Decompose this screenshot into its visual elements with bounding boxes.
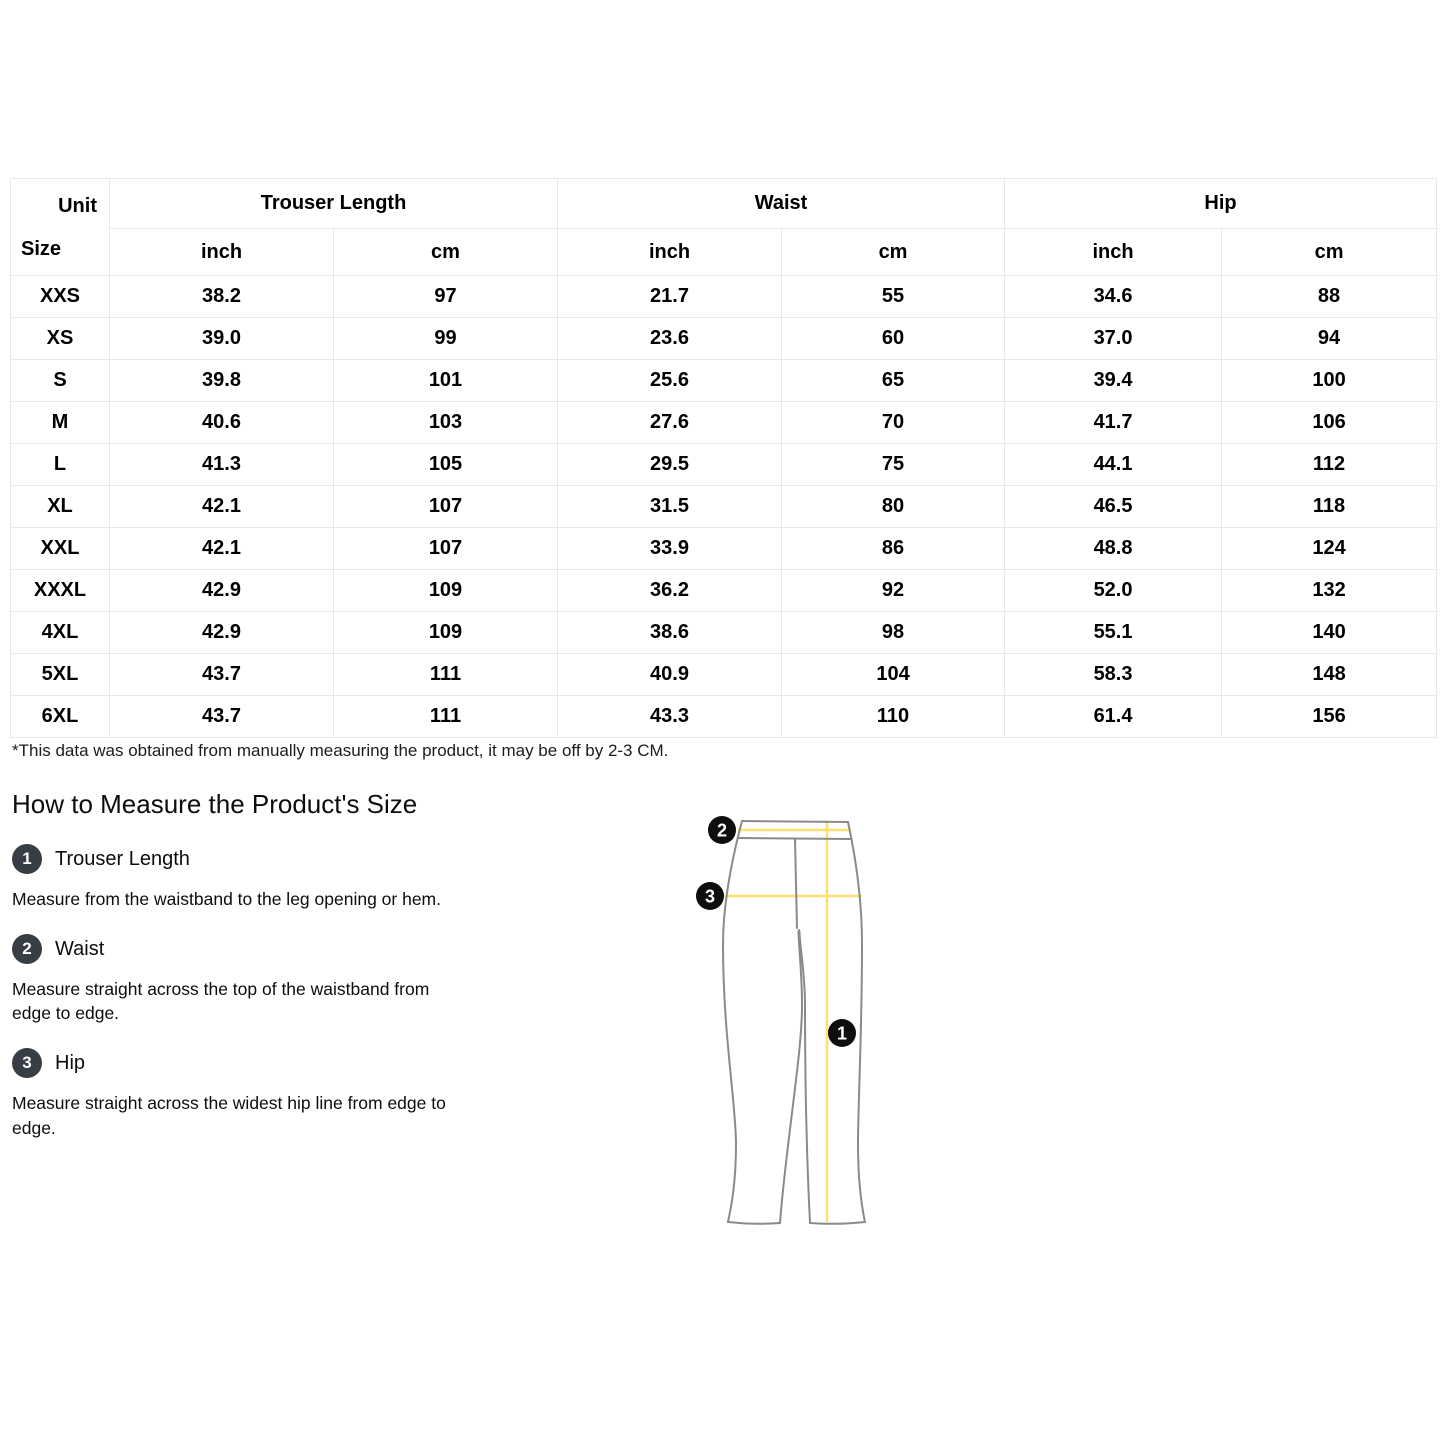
corner-unit-label: Unit	[58, 195, 97, 217]
step-1-badge: 1	[12, 844, 42, 874]
measurement-cell: 48.8	[1005, 528, 1222, 570]
measurement-cell: 148	[1222, 654, 1437, 696]
measurement-cell: 52.0	[1005, 570, 1222, 612]
table-row	[11, 486, 1437, 528]
measure-item-hip	[12, 1048, 572, 1139]
table-row	[11, 570, 1437, 612]
unit-header: inch	[558, 229, 782, 276]
measurement-cell: 58.3	[1005, 654, 1222, 696]
measurement-cell: 105	[334, 444, 558, 486]
table-row	[11, 612, 1437, 654]
measurement-cell: 111	[334, 696, 558, 738]
measurement-cell: 60	[782, 318, 1005, 360]
measure-item-trouser-length	[12, 844, 572, 911]
size-label-cell: 5XL	[11, 654, 110, 696]
left-outer-seam	[723, 821, 742, 1222]
measurement-cell: 25.6	[558, 360, 782, 402]
measurement-cell: 107	[334, 528, 558, 570]
measure-item-description: Measure straight across the widest hip line from edge to edge.	[12, 1093, 446, 1138]
measurement-cell: 44.1	[1005, 444, 1222, 486]
size-label-cell: M	[11, 402, 110, 444]
left-hem-line	[728, 1222, 780, 1224]
size-label-cell: XXS	[11, 276, 110, 318]
measurement-cell: 92	[782, 570, 1005, 612]
measurement-cell: 156	[1222, 696, 1437, 738]
table-row	[11, 360, 1437, 402]
measure-item-label: Waist	[55, 937, 105, 960]
size-label-cell: XXXL	[11, 570, 110, 612]
measurement-cell: 42.9	[110, 570, 334, 612]
size-label-cell: L	[11, 444, 110, 486]
table-row	[11, 402, 1437, 444]
length-badge-number: 1	[836, 1023, 848, 1044]
measure-guide-title: How to Measure the Product's Size	[12, 789, 418, 819]
measurement-cell: 111	[334, 654, 558, 696]
center-fly-line	[795, 839, 797, 928]
measurement-cell: 39.0	[110, 318, 334, 360]
corner-size-label: Size	[21, 238, 62, 260]
size-chart-table	[10, 178, 1437, 738]
table-row	[11, 444, 1437, 486]
waist-badge-number: 2	[716, 820, 728, 841]
column-group-hip: Hip	[1005, 179, 1437, 229]
unit-header: cm	[1222, 229, 1437, 276]
measurement-cell: 27.6	[558, 402, 782, 444]
measure-item-description: Measure from the waistband to the leg opening or hem.	[12, 889, 441, 909]
measurement-cell: 106	[1222, 402, 1437, 444]
table-group-header-row	[11, 179, 1437, 229]
measure-item-header	[12, 934, 572, 964]
waistband-top-line	[742, 821, 848, 822]
measurement-cell: 23.6	[558, 318, 782, 360]
measurement-cell: 41.7	[1005, 402, 1222, 444]
table-footnote: *This data was obtained from manually measuring the product, it may be off by 2-3 CM.	[12, 741, 669, 760]
measurement-cell: 124	[1222, 528, 1437, 570]
measurement-cell: 34.6	[1005, 276, 1222, 318]
measure-guide-section	[12, 789, 572, 1163]
measurement-cell: 99	[334, 318, 558, 360]
column-group-waist: Waist	[558, 179, 1005, 229]
measurement-cell: 40.9	[558, 654, 782, 696]
pants-measure-diagram	[690, 804, 890, 1240]
measurement-cell: 55.1	[1005, 612, 1222, 654]
measurement-cell: 107	[334, 486, 558, 528]
measurement-cell: 41.3	[110, 444, 334, 486]
measurement-cell: 46.5	[1005, 486, 1222, 528]
pants-diagram-svg	[690, 804, 890, 1240]
measurement-cell: 75	[782, 444, 1005, 486]
step-3-badge: 3	[12, 1048, 42, 1078]
measurement-cell: 21.7	[558, 276, 782, 318]
table-row	[11, 528, 1437, 570]
measurement-cell: 29.5	[558, 444, 782, 486]
table-row	[11, 276, 1437, 318]
measurement-cell: 61.4	[1005, 696, 1222, 738]
table-row	[11, 654, 1437, 696]
size-label-cell: 4XL	[11, 612, 110, 654]
size-label-cell: XL	[11, 486, 110, 528]
inner-seams	[780, 930, 810, 1223]
measure-item-waist	[12, 934, 572, 1025]
measurement-cell: 43.7	[110, 696, 334, 738]
measurement-cell: 42.1	[110, 486, 334, 528]
unit-header: inch	[110, 229, 334, 276]
measurement-cell: 39.4	[1005, 360, 1222, 402]
size-table-body	[11, 276, 1437, 738]
measurement-cell: 98	[782, 612, 1005, 654]
unit-header: inch	[1005, 229, 1222, 276]
column-group-trouser-length: Trouser Length	[110, 179, 558, 229]
measurement-cell: 38.2	[110, 276, 334, 318]
table-row	[11, 696, 1437, 738]
measurement-cell: 86	[782, 528, 1005, 570]
measurement-cell: 132	[1222, 570, 1437, 612]
unit-header: cm	[782, 229, 1005, 276]
right-hem-line	[810, 1222, 865, 1224]
measurement-cell: 65	[782, 360, 1005, 402]
measurement-cell: 101	[334, 360, 558, 402]
measurement-cell: 42.1	[110, 528, 334, 570]
measurement-cell: 80	[782, 486, 1005, 528]
unit-header: cm	[334, 229, 558, 276]
measure-item-header	[12, 1048, 572, 1078]
size-chart	[10, 178, 1436, 738]
measurement-cell: 43.7	[110, 654, 334, 696]
measurement-cell: 33.9	[558, 528, 782, 570]
measurement-cell: 55	[782, 276, 1005, 318]
measurement-cell: 31.5	[558, 486, 782, 528]
measurement-cell: 36.2	[558, 570, 782, 612]
measurement-cell: 42.9	[110, 612, 334, 654]
measurement-cell: 88	[1222, 276, 1437, 318]
measurement-cell: 100	[1222, 360, 1437, 402]
measurement-cell: 97	[334, 276, 558, 318]
measurement-cell: 112	[1222, 444, 1437, 486]
table-unit-header-row	[11, 229, 1437, 276]
measurement-cell: 43.3	[558, 696, 782, 738]
measurement-cell: 118	[1222, 486, 1437, 528]
measure-item-label: Trouser Length	[55, 847, 190, 870]
measurement-cell: 109	[334, 612, 558, 654]
size-label-cell: S	[11, 360, 110, 402]
measurement-cell: 40.6	[110, 402, 334, 444]
measure-item-description: Measure straight across the top of the waistband from edge to edge.	[12, 979, 430, 1024]
diagram-badges	[696, 816, 856, 1047]
measurement-cell: 140	[1222, 612, 1437, 654]
size-label-cell: 6XL	[11, 696, 110, 738]
measurement-cell: 103	[334, 402, 558, 444]
hip-badge-number: 3	[704, 886, 716, 907]
measurement-cell: 94	[1222, 318, 1437, 360]
measure-item-header	[12, 844, 572, 874]
measure-item-label: Hip	[55, 1051, 86, 1074]
measurement-cell: 110	[782, 696, 1005, 738]
measurement-cell: 70	[782, 402, 1005, 444]
corner-unit-size-cell	[11, 179, 110, 276]
measurement-cell: 104	[782, 654, 1005, 696]
measurement-cell: 39.8	[110, 360, 334, 402]
measurement-cell: 37.0	[1005, 318, 1222, 360]
table-row	[11, 318, 1437, 360]
size-label-cell: XXL	[11, 528, 110, 570]
step-2-badge: 2	[12, 934, 42, 964]
measurement-cell: 109	[334, 570, 558, 612]
size-label-cell: XS	[11, 318, 110, 360]
measurement-cell: 38.6	[558, 612, 782, 654]
